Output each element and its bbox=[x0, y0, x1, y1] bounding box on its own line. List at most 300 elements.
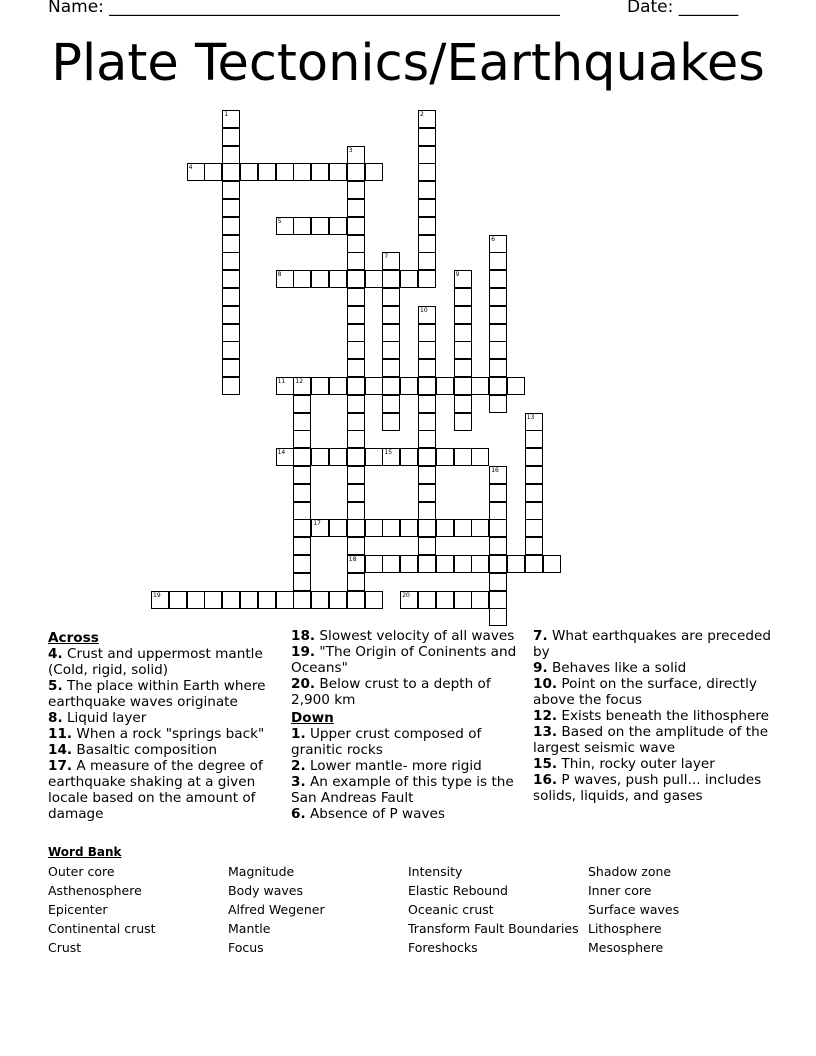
grid-cell[interactable] bbox=[507, 377, 525, 395]
grid-cell[interactable] bbox=[454, 341, 472, 359]
clue-item bbox=[48, 646, 276, 678]
grid-cell[interactable] bbox=[329, 377, 347, 395]
grid-cell[interactable] bbox=[454, 359, 472, 377]
clue-text: What earthquakes are preceded by bbox=[533, 628, 771, 660]
grid-cell[interactable] bbox=[489, 341, 507, 359]
grid-cell[interactable] bbox=[454, 591, 472, 609]
grid-cell[interactable] bbox=[365, 163, 383, 181]
grid-cell[interactable] bbox=[400, 270, 418, 288]
grid-cell[interactable] bbox=[276, 163, 294, 181]
grid-cell[interactable] bbox=[489, 235, 507, 253]
clue-number: 9 bbox=[455, 271, 460, 279]
grid-cell[interactable] bbox=[436, 448, 454, 466]
grid-cell[interactable] bbox=[347, 288, 365, 306]
grid-cell[interactable] bbox=[329, 448, 347, 466]
grid-cell[interactable] bbox=[222, 252, 240, 270]
grid-cell[interactable] bbox=[382, 413, 400, 431]
clue-text: Basaltic composition bbox=[76, 742, 218, 758]
grid-cell[interactable] bbox=[347, 252, 365, 270]
grid-cell[interactable] bbox=[489, 573, 507, 591]
grid-cell[interactable] bbox=[418, 217, 436, 235]
grid-cell[interactable] bbox=[400, 377, 418, 395]
clue-item bbox=[291, 726, 519, 758]
clue-text: Liquid layer bbox=[66, 710, 147, 726]
word-bank-item: Alfred Wegener bbox=[228, 902, 325, 917]
grid-cell[interactable] bbox=[311, 591, 329, 609]
grid-cell[interactable] bbox=[293, 163, 311, 181]
clue-item bbox=[533, 708, 773, 724]
grid-cell[interactable] bbox=[276, 270, 294, 288]
grid-cell[interactable] bbox=[329, 519, 347, 537]
grid-cell[interactable] bbox=[365, 377, 383, 395]
grid-cell[interactable] bbox=[382, 359, 400, 377]
grid-cell[interactable] bbox=[418, 466, 436, 484]
word-bank-item: Surface waves bbox=[588, 902, 680, 917]
clue-item bbox=[291, 628, 519, 644]
clue-number: 7 bbox=[384, 253, 389, 261]
clue-item bbox=[533, 772, 773, 804]
word-bank-column-2 bbox=[228, 862, 325, 957]
grid-cell[interactable] bbox=[454, 288, 472, 306]
grid-cell[interactable] bbox=[169, 591, 187, 609]
clue-number: 16 bbox=[491, 467, 499, 474]
grid-cell[interactable] bbox=[293, 448, 311, 466]
clue-number: 18 bbox=[348, 556, 357, 563]
grid-cell[interactable] bbox=[418, 341, 436, 359]
grid-cell[interactable] bbox=[489, 252, 507, 270]
grid-cell[interactable] bbox=[347, 181, 365, 199]
grid-cell[interactable] bbox=[418, 324, 436, 342]
clue-number: 20 bbox=[402, 591, 410, 599]
grid-cell[interactable] bbox=[276, 591, 294, 609]
clue-number-label: 4. bbox=[48, 646, 63, 662]
page-title: Plate Tectonics/Earthquakes bbox=[51, 34, 765, 93]
grid-cell[interactable] bbox=[187, 163, 205, 181]
grid-cell[interactable] bbox=[418, 359, 436, 377]
grid-cell[interactable] bbox=[222, 235, 240, 253]
name-field-label: Name: _____________________________________________________ bbox=[48, 0, 560, 17]
word-bank-item: Oceanic crust bbox=[408, 902, 494, 917]
grid-cell[interactable] bbox=[418, 181, 436, 199]
grid-cell[interactable] bbox=[347, 146, 365, 164]
clue-item bbox=[291, 644, 519, 676]
clue-text: Slowest velocity of all waves bbox=[319, 628, 515, 644]
grid-cell[interactable] bbox=[418, 306, 436, 324]
grid-cell[interactable] bbox=[311, 448, 329, 466]
grid-cell[interactable] bbox=[418, 519, 436, 537]
word-bank-item: Magnitude bbox=[228, 864, 295, 879]
down-heading: Down bbox=[291, 710, 334, 726]
grid-cell[interactable] bbox=[489, 466, 507, 484]
grid-cell[interactable] bbox=[222, 146, 240, 164]
grid-cell[interactable] bbox=[187, 591, 205, 609]
grid-cell[interactable] bbox=[204, 163, 222, 181]
grid-cell[interactable] bbox=[293, 413, 311, 431]
grid-cell[interactable] bbox=[240, 163, 258, 181]
grid-cell[interactable] bbox=[382, 555, 400, 573]
clue-column-3 bbox=[533, 628, 773, 804]
grid-cell[interactable] bbox=[365, 270, 383, 288]
clue-item bbox=[48, 758, 276, 822]
grid-cell[interactable] bbox=[489, 395, 507, 413]
grid-cell[interactable] bbox=[454, 324, 472, 342]
grid-cell[interactable] bbox=[489, 555, 507, 573]
grid-cell[interactable] bbox=[222, 324, 240, 342]
clue-item bbox=[48, 710, 276, 726]
grid-cell[interactable] bbox=[258, 591, 276, 609]
grid-cell[interactable] bbox=[293, 270, 311, 288]
grid-cell[interactable] bbox=[329, 217, 347, 235]
grid-cell[interactable] bbox=[454, 377, 472, 395]
grid-cell[interactable] bbox=[525, 537, 543, 555]
grid-cell[interactable] bbox=[293, 217, 311, 235]
clue-text: Upper crust composed of granitic rocks bbox=[291, 726, 482, 758]
word-bank-item: Lithosphere bbox=[588, 921, 662, 936]
grid-cell[interactable] bbox=[543, 555, 561, 573]
grid-cell[interactable] bbox=[347, 270, 365, 288]
grid-cell[interactable] bbox=[400, 448, 418, 466]
grid-cell[interactable] bbox=[293, 484, 311, 502]
word-bank-title: Word Bank bbox=[48, 845, 122, 859]
grid-cell[interactable] bbox=[382, 377, 400, 395]
grid-cell[interactable] bbox=[471, 591, 489, 609]
grid-cell[interactable] bbox=[418, 413, 436, 431]
grid-cell[interactable] bbox=[222, 359, 240, 377]
word-bank-item: Crust bbox=[48, 940, 82, 955]
clue-number: 19 bbox=[153, 591, 161, 599]
grid-cell[interactable] bbox=[418, 270, 436, 288]
grid-cell[interactable] bbox=[525, 555, 543, 573]
grid-cell[interactable] bbox=[418, 252, 436, 270]
grid-cell[interactable] bbox=[382, 270, 400, 288]
grid-cell[interactable] bbox=[418, 502, 436, 520]
grid-cell[interactable] bbox=[525, 448, 543, 466]
word-bank-column-1 bbox=[48, 862, 156, 957]
grid-cell[interactable] bbox=[347, 484, 365, 502]
grid-cell[interactable] bbox=[418, 128, 436, 146]
grid-cell[interactable] bbox=[222, 163, 240, 181]
grid-cell[interactable] bbox=[240, 591, 258, 609]
grid-cell[interactable] bbox=[311, 217, 329, 235]
grid-cell[interactable] bbox=[329, 591, 347, 609]
word-bank-item: Epicenter bbox=[48, 902, 108, 917]
grid-cell[interactable] bbox=[347, 466, 365, 484]
grid-cell[interactable] bbox=[436, 377, 454, 395]
clue-text: Point on the surface, directly above the focus bbox=[533, 676, 757, 708]
word-bank-column-3 bbox=[408, 862, 579, 957]
grid-cell[interactable] bbox=[454, 306, 472, 324]
grid-cell[interactable] bbox=[347, 519, 365, 537]
word-bank-item: Shadow zone bbox=[588, 864, 672, 879]
clue-number-label: 2. bbox=[291, 758, 306, 774]
date-field-label: Date: _______ bbox=[627, 0, 739, 17]
grid-cell[interactable] bbox=[400, 519, 418, 537]
grid-cell[interactable] bbox=[507, 555, 525, 573]
grid-cell[interactable] bbox=[293, 555, 311, 573]
grid-cell[interactable] bbox=[418, 235, 436, 253]
grid-cell[interactable] bbox=[293, 537, 311, 555]
grid-cell[interactable] bbox=[347, 341, 365, 359]
grid-cell[interactable] bbox=[418, 395, 436, 413]
grid-cell[interactable] bbox=[525, 430, 543, 448]
grid-cell[interactable] bbox=[382, 519, 400, 537]
clue-number: 2 bbox=[420, 111, 424, 118]
word-bank-column-4 bbox=[588, 862, 679, 957]
grid-cell[interactable] bbox=[418, 430, 436, 448]
grid-cell[interactable] bbox=[347, 430, 365, 448]
clue-text: The place within Earth where earthquake waves originate bbox=[48, 678, 266, 710]
grid-cell[interactable] bbox=[418, 484, 436, 502]
clue-text: Behaves like a solid bbox=[551, 660, 687, 676]
clue-number-label: 16. bbox=[533, 772, 558, 788]
grid-cell[interactable] bbox=[222, 288, 240, 306]
grid-cell[interactable] bbox=[471, 448, 489, 466]
grid-cell[interactable] bbox=[293, 430, 311, 448]
word-bank-item: Continental crust bbox=[48, 921, 156, 936]
grid-cell[interactable] bbox=[382, 395, 400, 413]
grid-cell[interactable] bbox=[222, 270, 240, 288]
grid-cell[interactable] bbox=[436, 591, 454, 609]
grid-cell[interactable] bbox=[471, 377, 489, 395]
grid-cell[interactable] bbox=[347, 217, 365, 235]
grid-cell[interactable] bbox=[365, 448, 383, 466]
grid-cell[interactable] bbox=[311, 377, 329, 395]
grid-cell[interactable] bbox=[418, 146, 436, 164]
grid-cell[interactable] bbox=[347, 235, 365, 253]
grid-cell[interactable] bbox=[489, 537, 507, 555]
grid-cell[interactable] bbox=[347, 163, 365, 181]
word-bank-item: Mantle bbox=[228, 921, 271, 936]
grid-cell[interactable] bbox=[276, 217, 294, 235]
clue-number: 10 bbox=[420, 306, 428, 314]
clue-number-label: 10. bbox=[533, 676, 558, 692]
grid-cell[interactable] bbox=[418, 377, 436, 395]
clue-item bbox=[48, 726, 276, 742]
clue-item bbox=[291, 806, 519, 822]
clue-number-label: 11. bbox=[48, 726, 73, 742]
across-heading: Across bbox=[48, 630, 99, 646]
grid-cell[interactable] bbox=[222, 110, 240, 128]
grid-cell[interactable] bbox=[347, 537, 365, 555]
grid-cell[interactable] bbox=[347, 359, 365, 377]
clue-item bbox=[533, 756, 773, 772]
clue-text: Crust and uppermost mantle (Cold, rigid, solid) bbox=[48, 646, 263, 678]
grid-cell[interactable] bbox=[454, 270, 472, 288]
grid-cell[interactable] bbox=[293, 573, 311, 591]
clue-item bbox=[533, 676, 773, 708]
grid-cell[interactable] bbox=[418, 555, 436, 573]
grid-cell[interactable] bbox=[436, 555, 454, 573]
word-bank-item: Body waves bbox=[228, 883, 304, 898]
grid-cell[interactable] bbox=[400, 591, 418, 609]
clue-number-label: 18. bbox=[291, 628, 316, 644]
word-bank-item: Inner core bbox=[588, 883, 652, 898]
grid-cell[interactable] bbox=[347, 573, 365, 591]
grid-cell[interactable] bbox=[365, 555, 383, 573]
clue-number: 3 bbox=[348, 146, 353, 154]
clue-text: An example of this type is the San Andreas Fault bbox=[291, 774, 514, 806]
clue-number: 15 bbox=[384, 449, 393, 457]
clue-text: A measure of the degree of earthquake shaking at a given locale based on the amount of damage bbox=[48, 758, 263, 822]
grid-cell[interactable] bbox=[418, 163, 436, 181]
grid-cell[interactable] bbox=[454, 519, 472, 537]
grid-cell[interactable] bbox=[293, 519, 311, 537]
grid-cell[interactable] bbox=[418, 448, 436, 466]
clue-item bbox=[291, 676, 519, 708]
clue-number: 1 bbox=[224, 111, 229, 118]
grid-cell[interactable] bbox=[454, 413, 472, 431]
clue-item bbox=[533, 724, 773, 756]
grid-cell[interactable] bbox=[382, 341, 400, 359]
grid-cell[interactable] bbox=[489, 591, 507, 609]
grid-cell[interactable] bbox=[276, 448, 294, 466]
clue-number-label: 12. bbox=[533, 708, 558, 724]
grid-cell[interactable] bbox=[347, 502, 365, 520]
clue-number: 17 bbox=[313, 520, 321, 528]
grid-cell[interactable] bbox=[489, 377, 507, 395]
grid-cell[interactable] bbox=[347, 199, 365, 217]
grid-cell[interactable] bbox=[489, 359, 507, 377]
grid-cell[interactable] bbox=[489, 502, 507, 520]
grid-cell[interactable] bbox=[293, 395, 311, 413]
grid-cell[interactable] bbox=[347, 324, 365, 342]
grid-cell[interactable] bbox=[347, 555, 365, 573]
grid-cell[interactable] bbox=[258, 163, 276, 181]
grid-cell[interactable] bbox=[222, 306, 240, 324]
clue-number-label: 17. bbox=[48, 758, 73, 774]
grid-cell[interactable] bbox=[489, 519, 507, 537]
word-bank-item: Intensity bbox=[408, 864, 463, 879]
grid-cell[interactable] bbox=[222, 199, 240, 217]
grid-cell[interactable] bbox=[382, 306, 400, 324]
clue-text: Absence of P waves bbox=[309, 806, 445, 822]
clue-text: Below crust to a depth of 2,900 km bbox=[291, 676, 491, 708]
grid-cell[interactable] bbox=[204, 591, 222, 609]
grid-cell[interactable] bbox=[329, 163, 347, 181]
grid-cell[interactable] bbox=[525, 413, 543, 431]
clue-column-1 bbox=[48, 628, 276, 822]
grid-cell[interactable] bbox=[222, 128, 240, 146]
grid-cell[interactable] bbox=[382, 448, 400, 466]
grid-cell[interactable] bbox=[418, 591, 436, 609]
grid-cell[interactable] bbox=[471, 519, 489, 537]
grid-cell[interactable] bbox=[293, 466, 311, 484]
grid-cell[interactable] bbox=[489, 288, 507, 306]
grid-cell[interactable] bbox=[525, 519, 543, 537]
grid-cell[interactable] bbox=[347, 448, 365, 466]
clue-number: 14 bbox=[277, 449, 286, 457]
clue-text: Lower mantle- more rigid bbox=[309, 758, 482, 774]
clue-number-label: 14. bbox=[48, 742, 73, 758]
clue-text: Thin, rocky outer layer bbox=[561, 756, 715, 772]
grid-cell[interactable] bbox=[525, 484, 543, 502]
grid-cell[interactable] bbox=[347, 395, 365, 413]
grid-cell[interactable] bbox=[222, 181, 240, 199]
grid-cell[interactable] bbox=[311, 270, 329, 288]
word-bank-item: Outer core bbox=[48, 864, 115, 879]
clue-text: P waves, push pull... includes solids, liquids, and gases bbox=[533, 772, 762, 804]
grid-cell[interactable] bbox=[418, 199, 436, 217]
clue-item bbox=[291, 774, 519, 806]
grid-cell[interactable] bbox=[489, 306, 507, 324]
grid-cell[interactable] bbox=[489, 270, 507, 288]
grid-cell[interactable] bbox=[222, 217, 240, 235]
grid-cell[interactable] bbox=[382, 288, 400, 306]
grid-cell[interactable] bbox=[382, 252, 400, 270]
clue-number-label: 13. bbox=[533, 724, 558, 740]
grid-cell[interactable] bbox=[222, 341, 240, 359]
clue-item bbox=[533, 628, 773, 660]
grid-cell[interactable] bbox=[311, 163, 329, 181]
clue-number: 13 bbox=[526, 413, 535, 421]
word-bank-item: Elastic Rebound bbox=[408, 883, 508, 898]
grid-cell[interactable] bbox=[293, 591, 311, 609]
grid-cell[interactable] bbox=[222, 377, 240, 395]
grid-cell[interactable] bbox=[365, 591, 383, 609]
clue-number-label: 3. bbox=[291, 774, 306, 790]
word-bank-item: Transform Fault Boundaries bbox=[408, 921, 579, 936]
clue-item bbox=[48, 742, 276, 758]
grid-cell[interactable] bbox=[454, 448, 472, 466]
grid-cell[interactable] bbox=[489, 484, 507, 502]
grid-cell[interactable] bbox=[293, 502, 311, 520]
grid-cell[interactable] bbox=[329, 270, 347, 288]
grid-cell[interactable] bbox=[347, 377, 365, 395]
grid-cell[interactable] bbox=[489, 608, 507, 626]
clue-number: 11 bbox=[277, 378, 286, 385]
grid-cell[interactable] bbox=[382, 324, 400, 342]
clue-number-label: 5. bbox=[48, 678, 63, 694]
clue-text: When a rock "springs back" bbox=[76, 726, 265, 742]
clue-number-label: 6. bbox=[291, 806, 306, 822]
grid-cell[interactable] bbox=[436, 519, 454, 537]
clue-number: 6 bbox=[491, 235, 496, 243]
word-bank-item: Foreshocks bbox=[408, 940, 478, 955]
grid-cell[interactable] bbox=[525, 502, 543, 520]
clue-number: 12 bbox=[295, 378, 304, 385]
grid-cell[interactable] bbox=[454, 555, 472, 573]
clue-number-label: 19. bbox=[291, 644, 316, 660]
grid-cell[interactable] bbox=[347, 306, 365, 324]
clue-text: Exists beneath the lithosphere bbox=[561, 708, 770, 724]
clue-number-label: 7. bbox=[533, 628, 548, 644]
word-bank-item: Mesosphere bbox=[588, 940, 664, 955]
grid-cell[interactable] bbox=[347, 413, 365, 431]
grid-cell[interactable] bbox=[525, 466, 543, 484]
clue-number-label: 8. bbox=[48, 710, 63, 726]
grid-cell[interactable] bbox=[222, 591, 240, 609]
grid-cell[interactable] bbox=[293, 377, 311, 395]
clue-number-label: 15. bbox=[533, 756, 558, 772]
grid-cell[interactable] bbox=[347, 591, 365, 609]
grid-cell[interactable] bbox=[489, 324, 507, 342]
grid-cell[interactable] bbox=[418, 537, 436, 555]
clue-item bbox=[533, 660, 773, 676]
grid-cell[interactable] bbox=[151, 591, 169, 609]
word-bank-item: Asthenosphere bbox=[48, 883, 142, 898]
grid-cell[interactable] bbox=[418, 110, 436, 128]
clue-item bbox=[48, 678, 276, 710]
grid-cell[interactable] bbox=[311, 519, 329, 537]
grid-cell[interactable] bbox=[471, 555, 489, 573]
grid-cell[interactable] bbox=[400, 555, 418, 573]
grid-cell[interactable] bbox=[276, 377, 294, 395]
clue-text: Based on the amplitude of the largest seismic wave bbox=[533, 724, 769, 756]
grid-cell[interactable] bbox=[365, 519, 383, 537]
clue-number-label: 1. bbox=[291, 726, 306, 742]
grid-cell[interactable] bbox=[454, 395, 472, 413]
word-bank-item: Focus bbox=[228, 940, 264, 955]
